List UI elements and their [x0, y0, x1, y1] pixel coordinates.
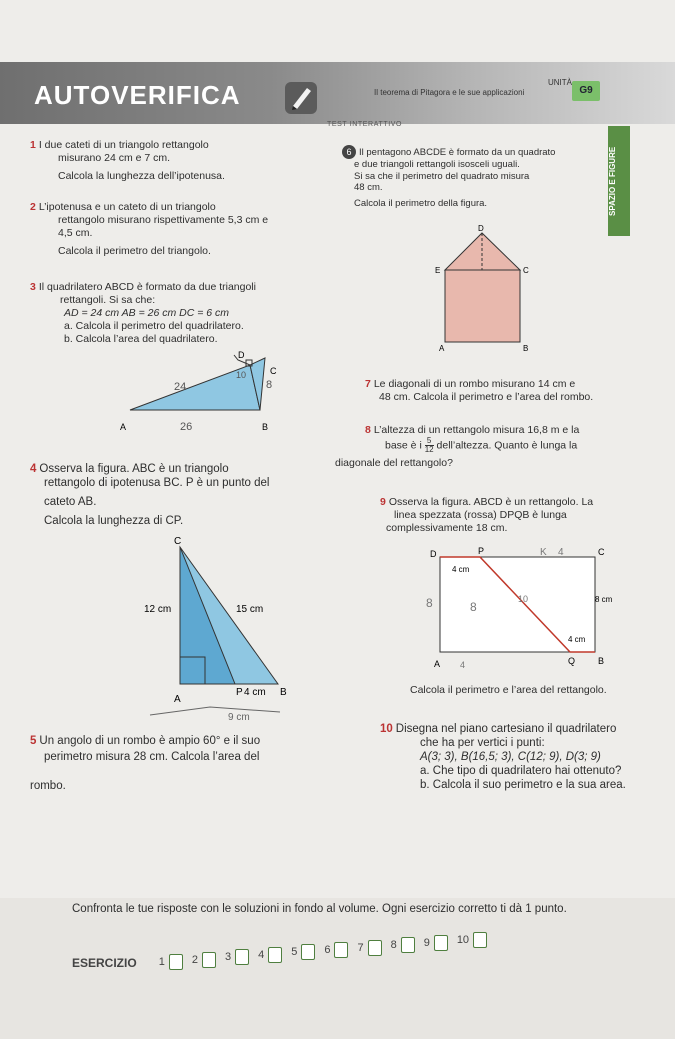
- score-item-label: 7: [357, 941, 364, 954]
- exercise-number: 7: [365, 378, 371, 390]
- footer-instruction: Confronta le tue risposte con le soluzioni in fondo al volume. Ogni esercizio corretto ti dà 1 punto.: [72, 903, 567, 915]
- exercise-number: 3: [30, 281, 36, 293]
- fig9-handwritten: 4: [460, 660, 466, 670]
- fig9-handwritten: 8: [470, 600, 477, 614]
- score-item-6: [324, 942, 348, 958]
- exercise-number: 8: [365, 424, 371, 436]
- exercise-text: Calcola il perimetro della figura.: [354, 197, 488, 209]
- score-item-2: [192, 952, 216, 968]
- exercise-3: [30, 281, 340, 346]
- exercise-number: 10: [380, 723, 393, 735]
- exercise-number: 5: [30, 735, 37, 747]
- score-checkbox[interactable]: [202, 952, 216, 968]
- exercise-text: I due cateti di un triangolo rettangolo: [38, 139, 209, 151]
- fig3-label-b: B: [262, 422, 269, 432]
- score-item-3: [225, 949, 249, 965]
- chapter-subtitle: Il teorema di Pitagora e le sue applicazioni: [374, 88, 525, 97]
- fig6-label-b: B: [523, 344, 529, 353]
- fraction-numerator: 5: [425, 437, 434, 446]
- score-checkbox[interactable]: [334, 942, 348, 958]
- exercise-text: Osserva la figura. ABC è un triangolo: [39, 463, 229, 475]
- score-row: [72, 926, 672, 970]
- score-item-label: 4: [258, 948, 265, 961]
- fraction-denominator: 12: [424, 445, 434, 454]
- fig3-label-a: A: [120, 422, 127, 432]
- fig3-label-d: D: [238, 350, 245, 360]
- fig9-label-q: Q: [568, 656, 576, 666]
- exercise-text: 4,5 cm.: [58, 227, 93, 239]
- score-checkbox[interactable]: [473, 932, 487, 948]
- fig4-side-left: 12 cm: [144, 604, 172, 615]
- page-title: AUTOVERIFICA: [34, 80, 241, 110]
- exercise-text: diagonale del rettangolo?: [335, 457, 453, 469]
- exercise-text: Si sa che il perimetro del quadrato misura: [354, 170, 530, 182]
- fig9-label-p: P: [478, 546, 485, 556]
- exercise-text: L’altezza di un rettangolo misura 16,8 m e la: [373, 424, 580, 436]
- exercise-5: [30, 734, 350, 793]
- exercise-1: [30, 139, 320, 183]
- fig3-handwritten: 8: [266, 379, 273, 391]
- score-item-label: 9: [423, 936, 430, 949]
- exercise-text: Osserva la figura. ABCD è un rettangolo. La: [388, 496, 594, 508]
- exercise-text: complessivamente 18 cm.: [386, 522, 508, 534]
- exercise-9: [380, 496, 670, 535]
- exercise-text: Le diagonali di un rombo misurano 14 cm e: [373, 378, 576, 390]
- score-item-8: [391, 937, 415, 953]
- exercise-text: Il quadrilatero ABCD è formato da due triangoli: [38, 281, 256, 293]
- fig6-label-a: A: [439, 344, 445, 353]
- exercise-text: rombo.: [30, 780, 66, 792]
- exercise-text: Calcola il perimetro del triangolo.: [58, 245, 211, 257]
- exercise-text: A(3; 3), B(16,5; 3), C(12; 9), D(3; 9): [420, 751, 601, 763]
- fig9-handwritten: 10: [518, 594, 529, 604]
- fig4-label-c: C: [174, 536, 182, 547]
- exercise-text: Calcola la lunghezza di CP.: [44, 515, 184, 527]
- exercise-7: [365, 378, 665, 404]
- score-item-7: [357, 940, 381, 956]
- fig9-side-right: 8 cm: [595, 595, 613, 604]
- fig9-handwritten: 4: [558, 547, 564, 558]
- score-item-label: 8: [390, 939, 397, 952]
- exercise-9-question: Calcola il perimetro e l’area del rettangolo.: [410, 684, 607, 696]
- exercise-label: ESERCIZIO: [72, 956, 137, 970]
- score-item-label: 2: [191, 953, 198, 966]
- exercise-text: AD = 24 cm AB = 26 cm DC = 6 cm: [64, 307, 230, 319]
- exercise-text: Disegna nel piano cartesiano il quadrilatero: [395, 723, 617, 735]
- fig9-handwritten: 8: [426, 596, 433, 610]
- figure-4: [140, 532, 300, 722]
- fraction: [425, 437, 434, 454]
- fig4-handwritten: 9 cm: [228, 712, 250, 722]
- score-item-label: 5: [291, 946, 298, 959]
- pencil-icon: [283, 80, 319, 116]
- exercise-text: b. Calcola l’area del quadrilatero.: [64, 333, 218, 345]
- exercise-number: 6: [342, 145, 356, 159]
- side-label: SPAZIO E FIGURE: [608, 146, 617, 216]
- fig9-handwritten: K: [540, 547, 547, 558]
- fig9-label-c: C: [598, 547, 605, 557]
- test-label[interactable]: TEST INTERATTIVO: [327, 121, 403, 128]
- exercise-text: b. Calcola il suo perimetro e la sua area.: [420, 779, 626, 791]
- unit-code-badge: G9: [572, 81, 600, 101]
- fig6-label-c: C: [523, 266, 529, 275]
- fig4-label-b: B: [280, 687, 287, 698]
- exercise-number: 1: [30, 139, 36, 151]
- figure-6: [425, 225, 540, 355]
- exercise-text: a. Che tipo di quadrilatero hai ottenuto?: [420, 765, 622, 777]
- exercise-text: misurano 24 cm e 7 cm.: [58, 152, 171, 164]
- fig4-side-bottom: 4 cm: [244, 687, 266, 698]
- score-item-4: [258, 947, 282, 963]
- score-item-label: 1: [158, 955, 165, 968]
- exercise-text: L’ipotenusa e un cateto di un triangolo: [38, 201, 216, 213]
- exercise-text: perimetro misura 28 cm. Calcola l’area del: [44, 751, 260, 763]
- exercise-text: cateto AB.: [44, 496, 97, 508]
- exercise-text: Il pentagono ABCDE è formato da un quadrato: [359, 147, 556, 158]
- fig9-label-d: D: [430, 549, 437, 559]
- score-item-label: 10: [456, 934, 470, 947]
- exercise-2: [30, 201, 330, 258]
- exercise-10: [380, 722, 670, 792]
- fig3-handwritten: 10: [236, 370, 247, 380]
- score-checkbox[interactable]: [268, 947, 282, 963]
- fig3-handwritten: 24: [174, 381, 187, 393]
- exercise-text: dell’altezza. Quanto è lunga la: [436, 439, 578, 452]
- fig9-side-top: 4 cm: [452, 565, 470, 574]
- score-checkbox[interactable]: [169, 954, 183, 970]
- fig3-label-c: C: [270, 366, 277, 376]
- fig4-label-a: A: [174, 694, 181, 705]
- fig9-label-a: A: [434, 659, 441, 669]
- exercise-text: che ha per vertici i punti:: [420, 737, 545, 749]
- score-checkbox[interactable]: [235, 949, 249, 965]
- unit-label: UNITÀ: [548, 78, 572, 87]
- score-item-5: [291, 944, 315, 960]
- fig3-handwritten: 26: [180, 421, 193, 433]
- fig6-label-e: E: [435, 266, 441, 275]
- exercise-text: Calcola la lunghezza dell’ipotenusa.: [58, 170, 225, 182]
- exercise-text: e due triangoli rettangoli isosceli uguali.: [354, 159, 520, 170]
- score-checkbox[interactable]: [368, 940, 382, 956]
- score-item-1: [159, 954, 183, 970]
- exercise-text: 48 cm.: [354, 182, 383, 193]
- exercise-number: 9: [380, 496, 386, 508]
- score-item-label: 3: [224, 951, 232, 964]
- exercise-number: 4: [30, 463, 37, 475]
- exercise-text: Un angolo di un rombo è ampio 60° e il suo: [39, 735, 261, 747]
- exercise-6: [342, 145, 612, 209]
- score-checkbox[interactable]: [301, 944, 315, 960]
- exercise-4: [30, 462, 330, 528]
- fig4-label-p: P: [236, 687, 243, 698]
- score-checkbox[interactable]: [401, 937, 415, 953]
- exercise-text: rettangolo di ipotenusa BC. P è un punto del: [44, 477, 270, 489]
- exercise-text: linea spezzata (rossa) DPQB è lunga: [394, 509, 567, 521]
- exercise-text: a. Calcola il perimetro del quadrilatero.: [64, 320, 244, 332]
- fig9-side-bottom: 4 cm: [568, 635, 586, 644]
- score-items: [159, 932, 496, 970]
- exercise-number: 2: [30, 201, 36, 213]
- score-item-9: [424, 935, 448, 951]
- fig6-label-d: D: [478, 225, 484, 233]
- score-checkbox[interactable]: [434, 935, 448, 951]
- fig9-label-b: B: [598, 656, 605, 666]
- exercise-8: [335, 424, 665, 470]
- figure-3: [110, 350, 300, 435]
- figure-9: [420, 545, 620, 670]
- score-item-label: 6: [324, 943, 331, 956]
- exercise-text: rettangoli. Si sa che:: [60, 294, 156, 306]
- score-item-10: [457, 932, 487, 948]
- exercise-text: rettangolo misurano rispettivamente 5,3 cm e: [58, 214, 269, 226]
- exercise-text: 48 cm. Calcola il perimetro e l’area del rombo.: [379, 391, 594, 403]
- exercise-text: base è i: [385, 439, 422, 452]
- fig4-side-right: 15 cm: [236, 604, 264, 615]
